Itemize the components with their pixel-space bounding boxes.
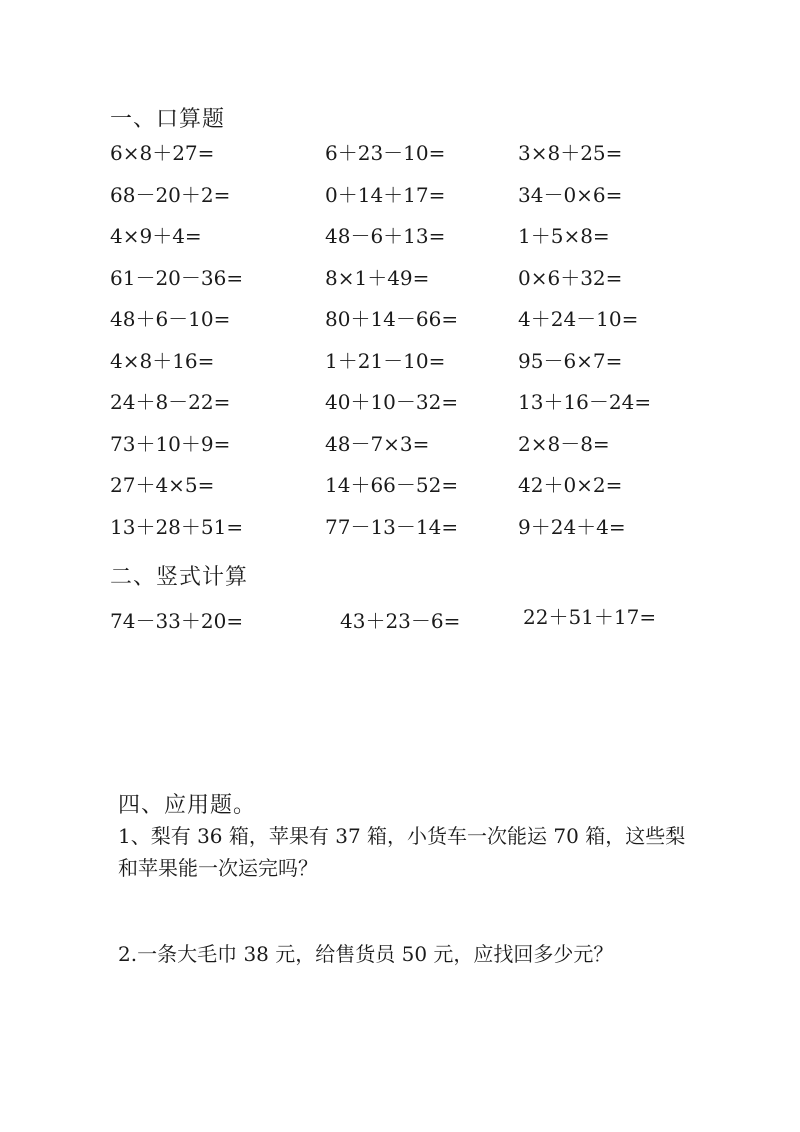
problem: 27＋4×5= bbox=[110, 473, 215, 497]
problem: 2×8－8= bbox=[518, 431, 610, 456]
problem: 3×8＋25= bbox=[518, 141, 623, 165]
problem: 68－20＋2= bbox=[110, 182, 231, 207]
problem: 42＋0×2= bbox=[518, 473, 623, 497]
problem-row bbox=[110, 182, 750, 224]
problem: 95－6×7= bbox=[518, 348, 623, 373]
problem: 8×1＋49= bbox=[325, 265, 430, 290]
oral-problems-grid bbox=[110, 140, 750, 555]
problem-row bbox=[110, 223, 750, 265]
problem: 73＋10＋9= bbox=[110, 431, 231, 456]
problem-row bbox=[110, 389, 750, 431]
problem: 77－13－14= bbox=[325, 514, 459, 539]
problem: 48＋6－10= bbox=[110, 307, 231, 331]
problem: 0×6＋32= bbox=[518, 265, 623, 290]
word-problem-1: 1、梨有 36 箱，苹果有 37 箱，小货车一次能运 70 箱，这些梨和苹果能一次运完吗？ bbox=[118, 824, 686, 880]
problem-row bbox=[110, 265, 750, 307]
vertical-problem: 74－33＋20= bbox=[110, 609, 244, 633]
problem: 14＋66－52= bbox=[325, 473, 459, 497]
problem: 48－7×3= bbox=[325, 431, 430, 456]
problem-row bbox=[110, 306, 750, 348]
problem: 0＋14＋17= bbox=[325, 182, 446, 207]
problem: 40＋10－32= bbox=[325, 390, 459, 414]
problem-row bbox=[110, 431, 750, 473]
section-application-title: 四、应用题。 bbox=[118, 793, 257, 818]
problem: 4＋24－10= bbox=[518, 307, 639, 331]
problem: 48－6＋13= bbox=[325, 224, 446, 248]
problem: 9＋24＋4= bbox=[518, 514, 626, 539]
problem: 80＋14－66= bbox=[325, 307, 459, 331]
problem: 34－0×6= bbox=[518, 182, 623, 207]
problem: 1＋21－10= bbox=[325, 348, 446, 373]
problem-row bbox=[110, 140, 750, 182]
problem: 24＋8－22= bbox=[110, 390, 231, 414]
problem: 13＋16－24= bbox=[518, 390, 652, 414]
problem: 6×8＋27= bbox=[110, 141, 215, 165]
word-problem-2: 2.一条大毛巾 38 元，给售货员 50 元，应找回多少元？ bbox=[118, 942, 614, 966]
vertical-problem: 43＋23－6= bbox=[340, 609, 461, 633]
section-oral-title: 一、口算题 bbox=[110, 107, 226, 132]
vertical-problem: 22＋51＋17= bbox=[523, 605, 657, 629]
problem-row bbox=[110, 472, 750, 514]
section-vertical-title: 二、竖式计算 bbox=[110, 565, 249, 590]
problem-row bbox=[110, 514, 750, 556]
problem: 1＋5×8= bbox=[518, 224, 610, 248]
problem-row bbox=[110, 348, 750, 390]
problem: 6＋23－10= bbox=[325, 141, 446, 165]
problem: 4×9＋4= bbox=[110, 224, 202, 248]
problem: 4×8＋16= bbox=[110, 348, 215, 373]
problem: 61－20－36= bbox=[110, 265, 244, 290]
problem: 13＋28＋51= bbox=[110, 514, 244, 539]
